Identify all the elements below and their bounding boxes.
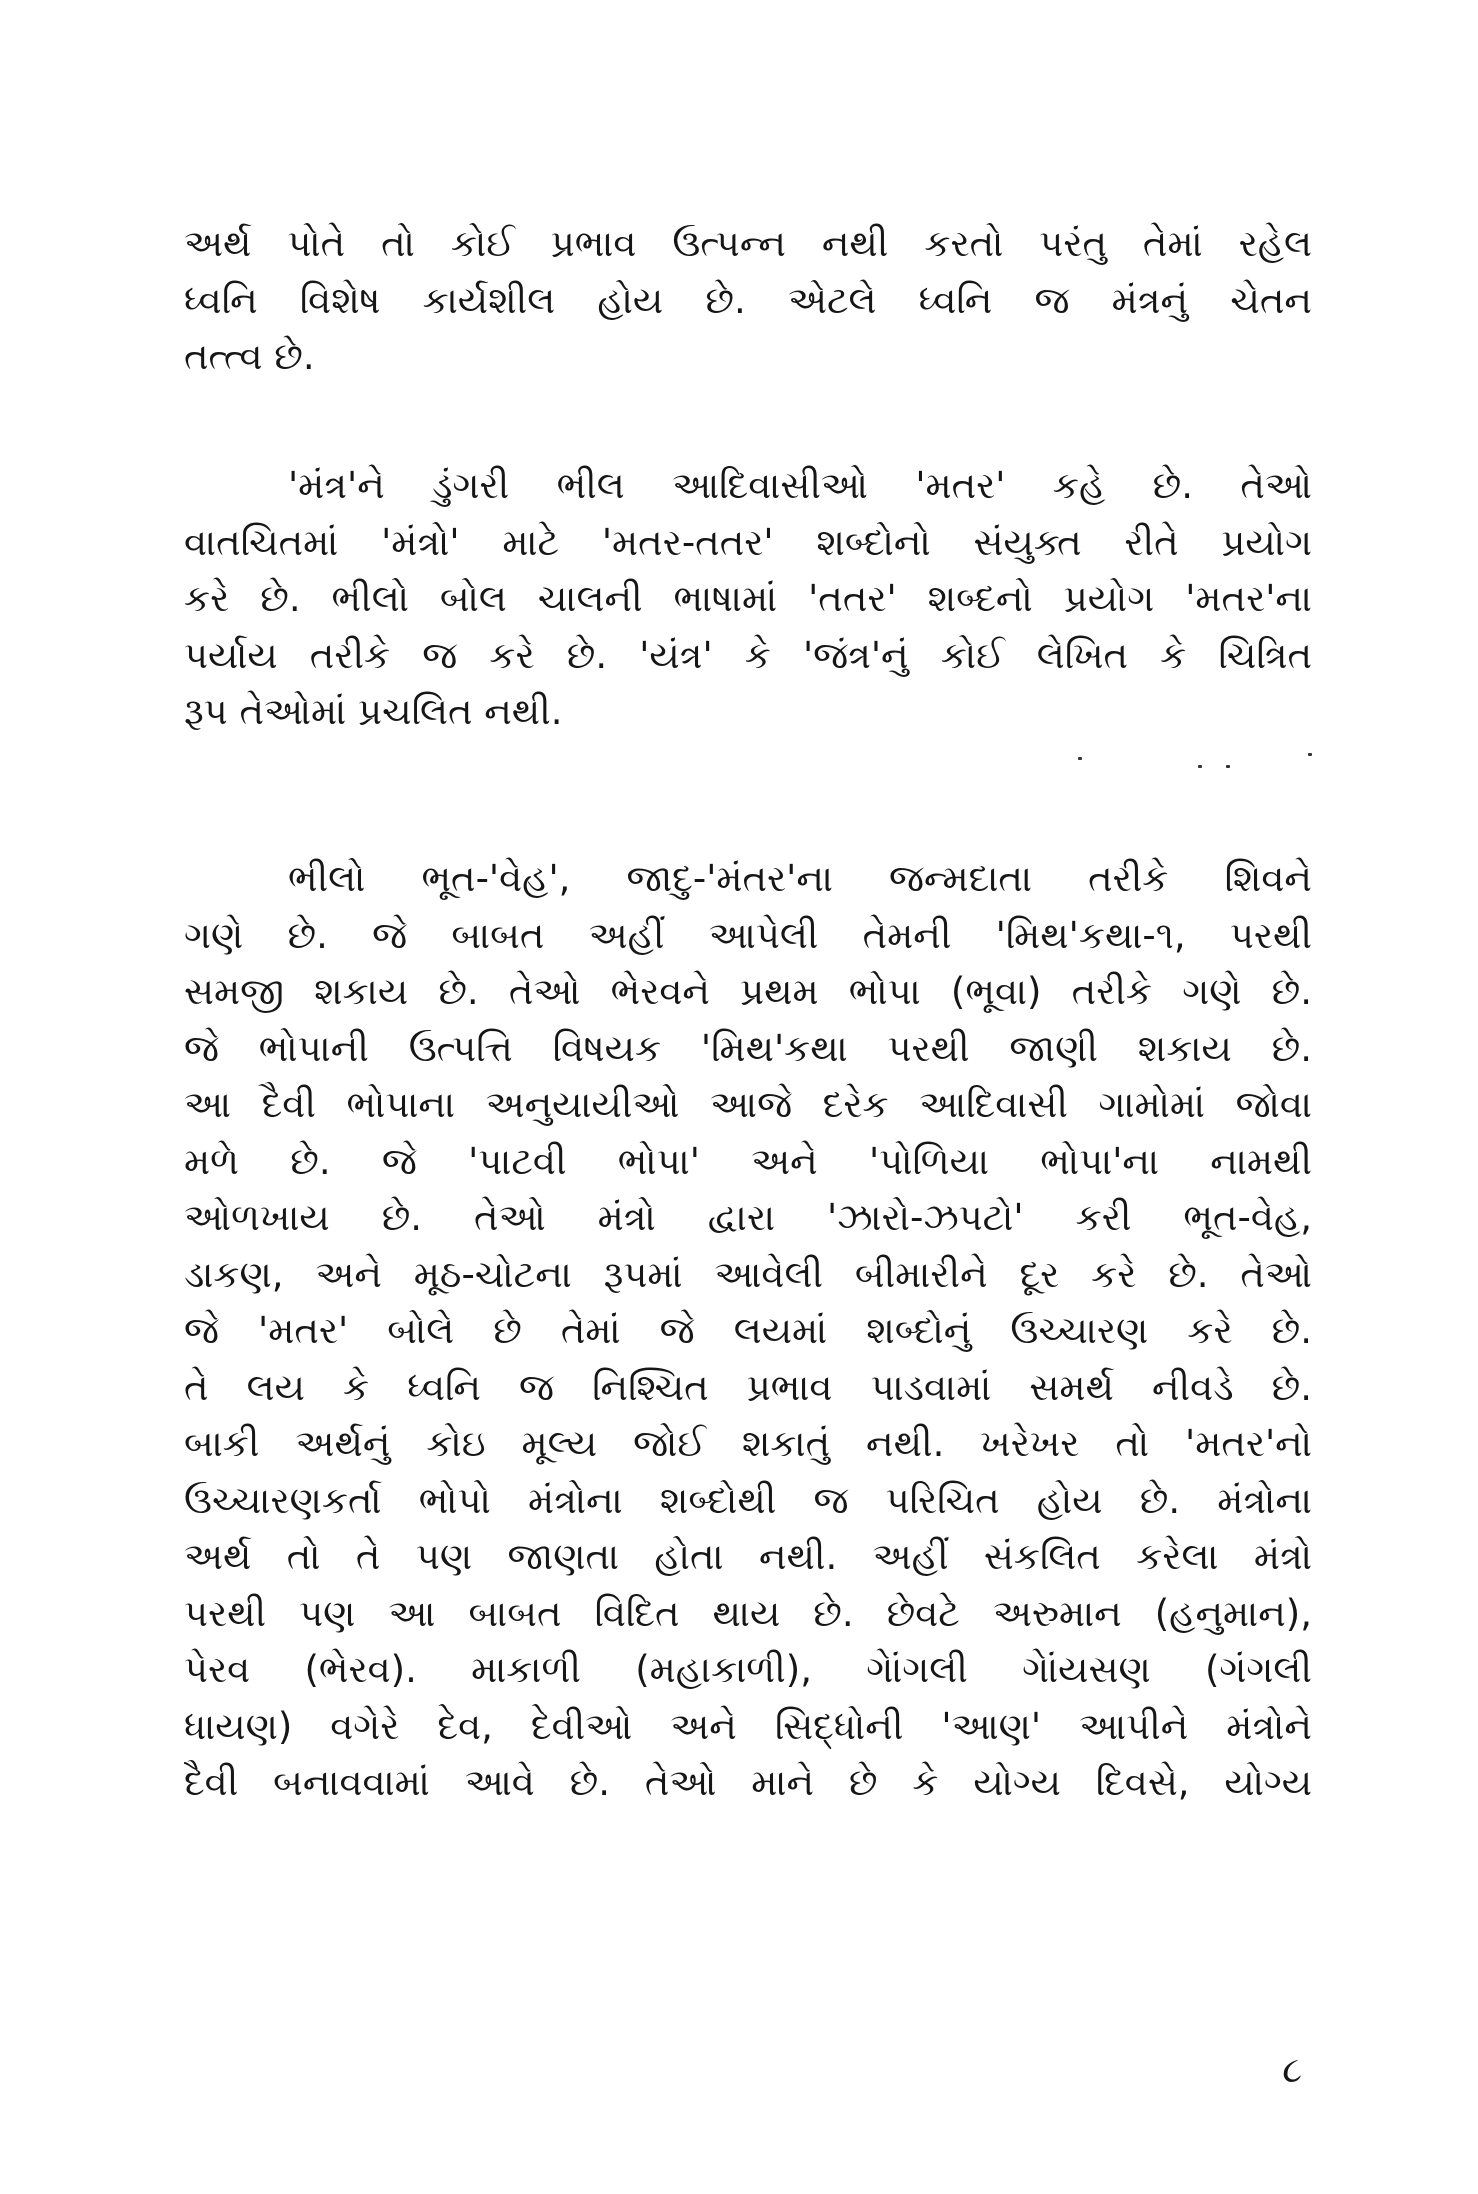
paragraph-2 [184, 458, 1312, 741]
text-line: જે 'મતર' બોલે છે તેમાં જે લયમાં શબ્દોનું ઉચ્ચારણ કરે છે. [184, 1309, 1312, 1352]
text-line: પરથી પણ આ બાબત વિદિત થાય છે. છેવટે અરુમાન (હનુમાન), [184, 1591, 1312, 1635]
text-line: 'મંત્ર'ને ડુંગરી ભીલ આદિવાસીઓ 'મતર' કહે છે. તેઓ [288, 464, 1312, 507]
text-line: ધ્વનિ વિશેષ કાર્યશીલ હોય છે. એટલે ધ્વનિ જ મંત્રનું ચેતન [184, 278, 1312, 322]
text-line: આ દૈવી ભોપાના અનુયાયીઓ આજે દરેક આદિવાસી ગામોમાં જોવા [184, 1083, 1312, 1126]
page-number: ૮ [1282, 2050, 1302, 2091]
scan-speckles [1068, 751, 1368, 771]
text-line: ડાકણ, અને મૂઠ-ચોટના રૂપમાં આવેલી બીમારીને દૂર કરે છે. તેઓ [184, 1252, 1312, 1296]
text-line: ઓળખાય છે. તેઓ મંત્રો દ્વારા 'ઝારો-ઝપટો' કરી ભૂત-વેહ, [184, 1196, 1312, 1239]
text-line: જે ભોપાની ઉત્પત્તિ વિષયક 'મિથ'કથા પરથી જાણી શકાય છે. [184, 1026, 1312, 1070]
text-line: સમજી શકાય છે. તેઓ ભેરવને પ્રથમ ભોપા (ભૂવા) તરીકે ગણે છે. [184, 970, 1312, 1013]
text-line: અર્થ પોતે તો કોઈ પ્રભાવ ઉત્પન્ન નથી કરતો પરંતુ તેમાં રહેલ [184, 222, 1312, 265]
text-line: પેરવ (ભેરવ). માકાળી (મહાકાળી), ગેાંગલી ગેાંયસણ (ગંગલી [184, 1648, 1312, 1691]
text-line: રૂપ તેઓમાં પ્રચલિત નથી. [184, 690, 563, 733]
text-line: પર્યાય તરીકે જ કરે છે. 'યંત્ર' કે 'જંત્ર'નું કોઈ લેખિત કે ચિત્રિત [184, 633, 1312, 677]
text-line: ઉચ્ચારણકર્તા ભોપો મંત્રોના શબ્દોથી જ પરિચિત હોય છે. મંત્રોના [184, 1478, 1312, 1522]
text-line: અર્થ તો તે પણ જાણતા હોતા નથી. અહીં સંકલિત કરેલા મંત્રો [184, 1535, 1312, 1578]
text-line: કરે છે. ભીલો બોલ ચાલની ભાષામાં 'તતર' શબ્દનો પ્રયોગ 'મતર'ના [184, 577, 1312, 620]
paragraph-1 [184, 216, 1312, 386]
text-line: વાતચિતમાં 'મંત્રો' માટે 'મતર-તતર' શબ્દોનો સંયુક્ત રીતે પ્રયોગ [184, 520, 1312, 564]
text-line: ભીલો ભૂત-'વેહ', જાદુ-'મંતર'ના જન્મદાતા તરીકે શિવને [288, 857, 1312, 900]
text-line: ધાયણ) વગેરે દેવ, દેવીઓ અને સિદ્ધોની 'આણ' આપીને મંત્રોને [184, 1704, 1312, 1748]
text-line: બાકી અર્થનું કોઇ મૂલ્ય જોઈ શકાતું નથી. ખરેખર તો 'મતર'નો [184, 1422, 1312, 1465]
text-line: દૈવી બનાવવામાં આવે છે. તેઓ માને છે કે યોગ્ય દિવસે, યોગ્ય [184, 1761, 1312, 1804]
text-line: મળે છે. જે 'પાટવી ભોપા' અને 'પોળિયા ભોપા'ના નામથી [184, 1139, 1312, 1183]
text-line: ગણે છે. જે બાબત અહીં આપેલી તેમની 'મિથ'કથા-૧, પરથી [184, 913, 1312, 957]
paragraph-3 [184, 851, 1312, 1812]
text-line: તે લય કે ધ્વનિ જ નિશ્ચિત પ્રભાવ પાડવામાં સમર્થ નીવડે છે. [184, 1365, 1312, 1409]
text-line: તત્ત્વ છે. [184, 335, 315, 378]
